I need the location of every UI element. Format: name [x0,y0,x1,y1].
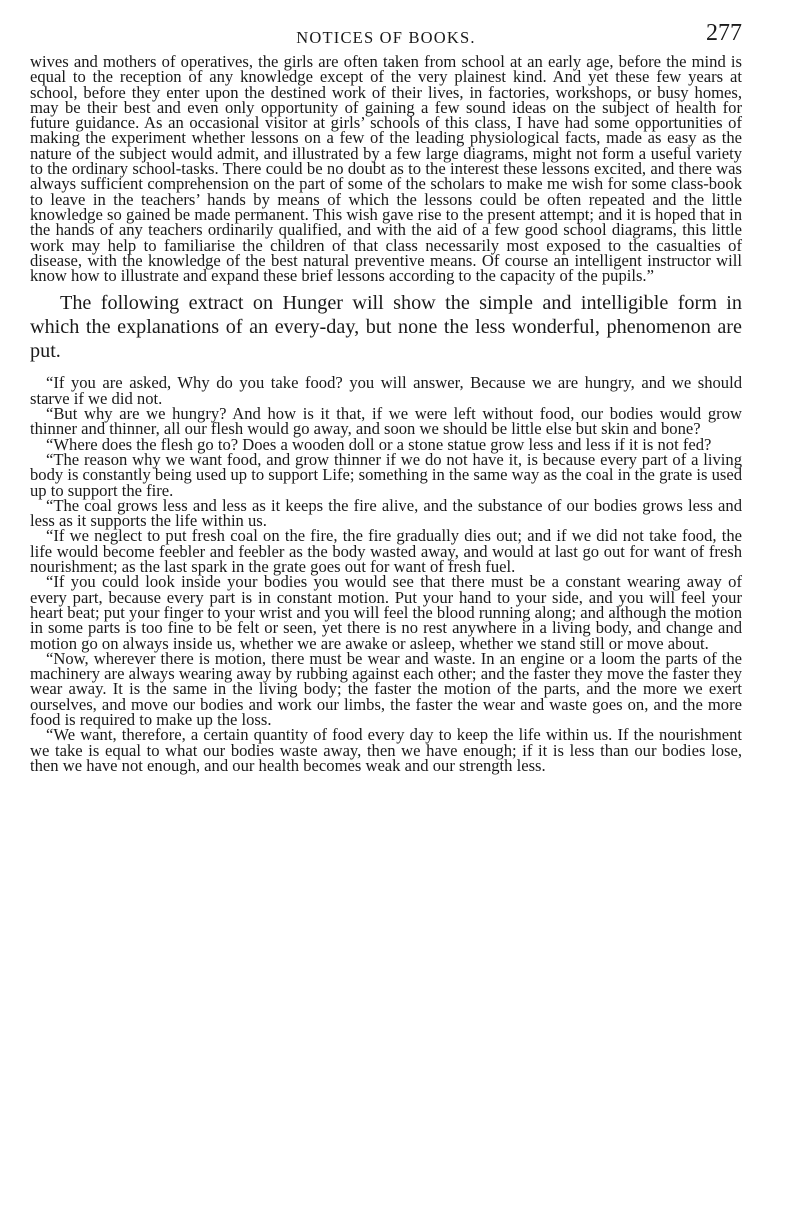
page-number: 277 [706,20,742,46]
extract-paragraph: “We want, therefore, a certain quantity of food every day to keep the life within us. If the nourishment we take is equal to what our bodies waste away, then we have enough; if it is less than our bodies lose, then we have not enough, and our health becomes weak and our strength less. [30,725,742,775]
extract-paragraph: “The reason why we want food, and grow thinner if we do not have it, is because every part of a living body is constantly being used up to support Life; something in the same way as the coal in the grate is used up to support the fire. [30,449,743,500]
running-head: NOTICES OF BOOKS. [296,28,476,47]
intro-quote-paragraph: wives and mothers of operatives, the girls are often taken from school at an early age, before the mind is equal to the reception of any knowledge except of the very plainest kind. And yet these few years at school, before they enter upon the destined work of their lives, in factories, workshops, or busy homes, may be their best and even only opportunity of gaining a few sound ideas on the subject of health for future guidance. As an occasional visitor at girls’ schools of this class, I have had some opportunities of making the experiment whether lessons on a few of the leading physiological facts, made as easy as the nature of the subject would admit, and illustrated by a few large diagrams, might not form a useful variety to the ordinary school-tasks. There could be no doubt as to the interest these lessons excited, and there was always sufficient comprehension on the part of some of the scholars to make me wish for some class-book to leave in the teachers’ hands by means of which the lessons could be often repeated and the little knowledge so gained be made permanent. This wish gave rise to the present attempt; and it is hoped that in the hands of any teachers ordinarily qualified, and with the aid of a few good school diagrams, this little work may help to familiarise the children of that class necessarily most exposed to the casualties of disease, with the knowledge of the best natural preventive means. Of course an intelligent instructor will know how to illustrate and expand these brief lessons according to the capacity of the pupils.” [30,52,742,286]
lead-paragraph: The following extract on Hunger will show the simple and intelligible form in which the explanations of an every-day, but none the less wonderful, phenomenon are put. [30,292,742,363]
book-page [30,20,742,773]
page-header [30,20,742,54]
extract-paragraph: “If we neglect to put fresh coal on the fire, the fire gradually dies out; and if we did not take food, the life would become feebler and feebler as the body wasted away, and would at last go out for want of fresh nourishment; as the last spark in the grate goes out for want of fresh fuel. [30,526,742,577]
extract-paragraph: “The coal grows less and less as it keeps the fire alive, and the substance of our bodies grows less and less as it supports the life within us. [30,495,742,531]
extract-paragraph: “Now, wherever there is motion, there must be wear and waste. In an engine or a loom the parts of the machinery are always wearing away by rubbing against each other; and the faster they move the faster they wear away. It is the same in the living body; the faster the motion of the parts, and the more we exert ourselves, and move our bodies and work our limbs, the faster the wear and waste goes on, and the more food is required to make up the loss. [30,648,742,729]
extract-paragraph: “Where does the flesh go to? Does a wooden doll or a stone statue grow less and less if it is not fed? [46,434,712,454]
extract-paragraph: “If you could look inside your bodies you would see that there must be a constant wearing away of every part, because every part is in constant motion. Put your hand to your side, and you will feel your heart beat; put your finger to your wrist and you will feel the blood running along; and although the motion in some parts is too fine to be felt or seen, yet there is no rest anywhere in a living body, and change and motion go on always inside us, whether we are awake or asleep, whether we stand still or move about. [30,572,742,653]
extract-paragraph: “If you are asked, Why do you take food? you will answer, Because we are hungry, and we should starve if we did not. [30,373,742,408]
extract-on-hunger [30,375,742,773]
extract-paragraph: “But why are we hungry? And how is it that, if we were left without food, our bodies would grow thinner and thinner, all our flesh would go away, and soon we should be little else but skin and bone? [30,404,742,439]
